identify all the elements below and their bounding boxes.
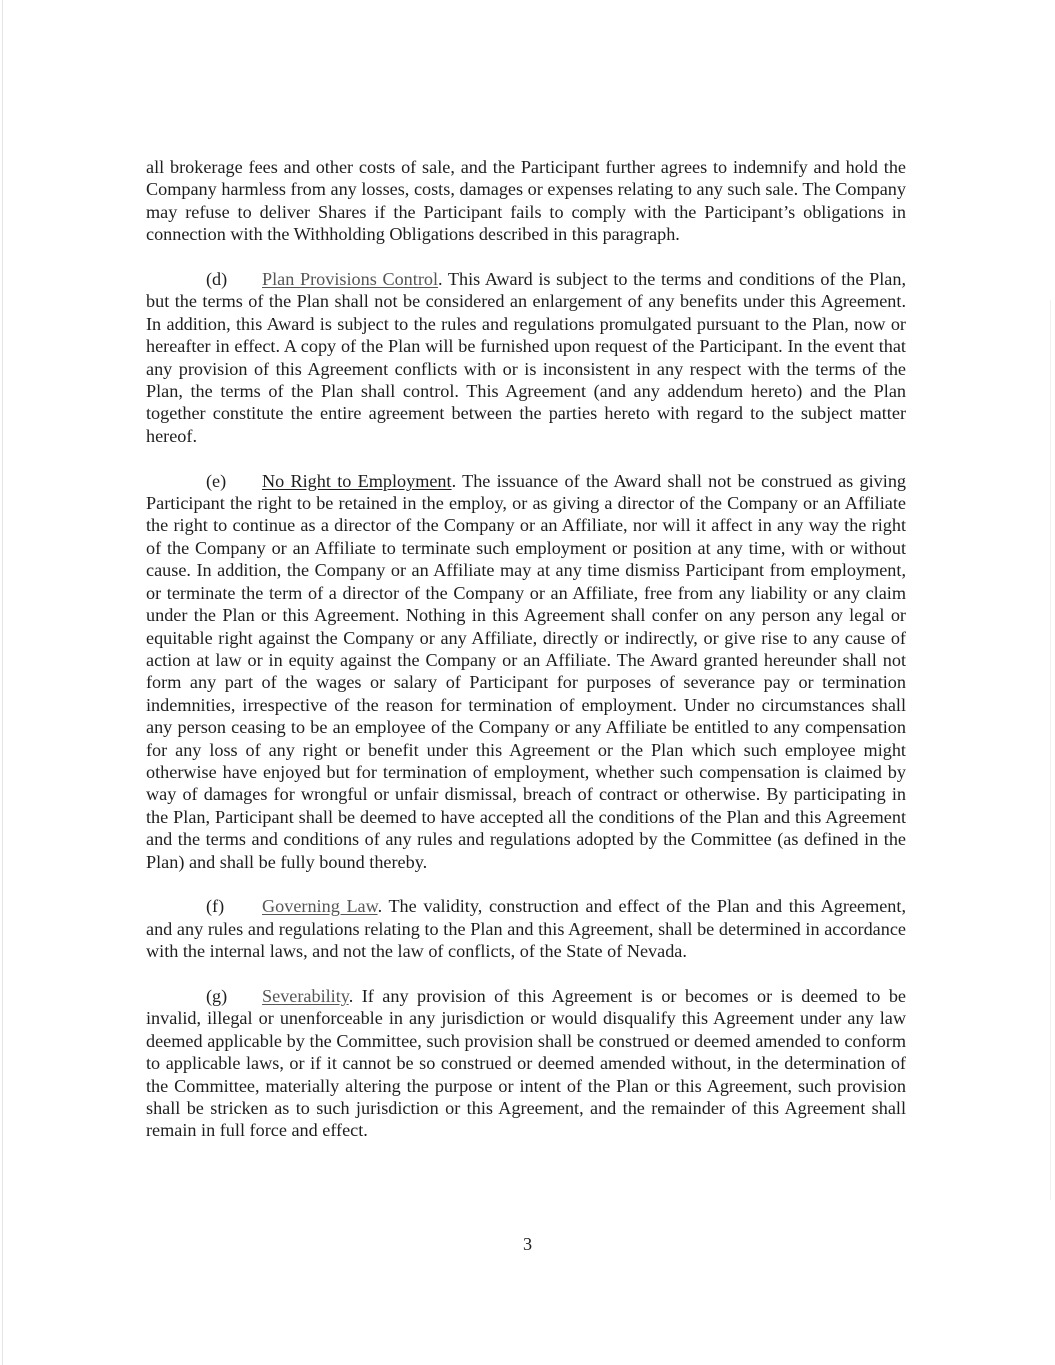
section-d-body: This Award is subject to the terms and conditions of the Plan, but the terms of the Plan shall not be considered an enlargement of any benefits under this Agreement. In addition, this Award is subject to the rules and regulations promulgated pursuant to the Plan, now or hereafter in effect. A copy of the Plan will be furnished upon request of the Participant. In the event that any provision of this Agreement conflicts with or is inconsistent in any respect with the terms of the Plan, the terms of the Plan shall control. This Agreement (and any addendum hereto) and the Plan together constitute the entire agreement between the parties hereto with regard to the subject matter hereof.	[146, 269, 906, 446]
section-d-letter: (d)	[206, 269, 228, 290]
section-e: (e) No Right to Employment. The issuance of the Award shall not be construed as giving Participant the right to be retained in the employ, or as giving a director of the Company or an Affiliate the right to continue as a director of the Company or an Affiliate, nor will it affect in any way the right of the Company or an Affiliate to terminate such employment or position at any time, with or without cause. In addition, the Company or an Affiliate may at any time dismiss Participant from employment, or terminate the term of a director of the Company or an Affiliate, free from any liability or any claim under the Plan or this Agreement. Nothing in this Agreement shall confer on any person any legal or equitable right against the Company or any Affiliate, directly or indirectly, or give rise to any cause of action at law or in equity against the Company or an Affiliate. The Award granted hereunder shall not form any part of the wages or salary of Participant for purposes of severance pay or termination indemnities, irrespective of the reason for termination of employment. Under no circumstances shall any person ceasing to be an employee of the Company or any Affiliate be entitled to any compensation for any loss of any right or benefit under this Agreement or the Plan which such employee might otherwise have enjoyed but for termination of employment, whether such compensation is claimed by way of damages for wrongful or unfair dismissal, breach of contract or otherwise. By participating in the Plan, Participant shall be deemed to have accepted all the conditions of the Plan and this Agreement and the terms and conditions of any rules and regulations adopted by the Committee (as defined in the Plan) and shall be fully bound thereby.	[146, 470, 907, 872]
section-e-heading: No Right to Employment	[262, 470, 452, 491]
section-g: (g) Severability. If any provision of this Agreement is or becomes or is deemed to be invalid, illegal or unenforceable in any jurisdiction or would disqualify this Agreement under any law deemed applicable by the Committee, such provision shall be construed or deemed amended to conform to applicable laws, or if it cannot be so construed or deemed amended without, in the determination of the Committee, materially altering the purpose or intent of the Plan or this Agreement, such provision shall be stricken as to such jurisdiction or this Agreement, and the remainder of this Agreement shall remain in full force and effect.	[146, 985, 906, 1141]
section-g-heading: Severability	[262, 985, 349, 1006]
intro-paragraph: all brokerage fees and other costs of sale, and the Participant further agrees to indemnify and hold the Company harmless from any losses, costs, damages or expenses relating to any such sale. The Company may refuse to deliver Shares if the Participant fails to comply with the Participant’s obligations in connection with the Withholding Obligations described in this paragraph.	[146, 157, 906, 245]
section-f-body: The validity, construction and effect of the Plan and this Agreement, and any rules and regulations relating to the Plan and this Agreement, shall be determined in accordance with the internal laws, and not the law of conflicts, of the State of Nevada.	[146, 896, 906, 962]
section-e-body: The issuance of the Award shall not be construed as giving Participant the right to be retained in the employ, or as giving a director of the Company or an Affiliate the right to continue as a director of the Company or an Affiliate, nor will it affect in any way the right of the Company or an Affiliate to terminate such employment or position at any time, with or without cause. In addition, the Company or an Affiliate may at any time dismiss Participant from employment, or terminate the term of a director of the Company or an Affiliate, free from any liability or any claim under the Plan or this Agreement. Nothing in this Agreement shall confer on any person any legal or equitable right against the Company or any Affiliate, directly or indirectly, or give rise to any cause of action at law or in equity against the Company or an Affiliate. The Award granted hereunder shall not form any part of the wages or salary of Participant for purposes of severance pay or termination indemnities, irrespective of the reason for termination of employment. Under no circumstances shall any person ceasing to be an employee of the Company or any Affiliate be entitled to any compensation for any loss of any right or benefit under this Agreement or the Plan which such employee might otherwise have enjoyed but for termination of employment, whether such compensation is claimed by way of damages for wrongful or unfair dismissal, breach of contract or otherwise. By participating in the Plan, Participant shall be deemed to have accepted all the conditions of the Plan and this Agreement and the terms and conditions of any rules and regulations adopted by the Committee (as defined in the Plan) and shall be fully bound thereby.	[146, 470, 907, 872]
section-d-heading: Plan Provisions Control	[262, 269, 439, 290]
section-d: (d) Plan Provisions Control. This Award is subject to the terms and conditions of the Plan, but the terms of the Plan shall not be considered an enlargement of any benefits under this Agreement. In addition, this Award is subject to the rules and regulations promulgated pursuant to the Plan, now or hereafter in effect. A copy of the Plan will be furnished upon request of the Participant. In the event that any provision of this Agreement conflicts with or is inconsistent in any respect with the terms of the Plan, the terms of the Plan shall control. This Agreement (and any addendum hereto) and the Plan together constitute the entire agreement between the parties hereto with regard to the subject matter hereof.	[146, 269, 906, 446]
document-body	[146, 156, 906, 1164]
page-number: 3	[522, 1234, 533, 1254]
section-f-heading: Governing Law	[262, 896, 378, 917]
section-f: (f) Governing Law. The validity, construction and effect of the Plan and this Agreement, and any rules and regulations relating to the Plan and this Agreement, shall be determined in accordance with the internal laws, and not the law of conflicts, of the State of Nevada.	[146, 896, 906, 962]
section-e-letter: (e)	[206, 470, 227, 491]
section-g-body: If any provision of this Agreement is or becomes or is deemed to be invalid, illegal or unenforceable in any jurisdiction or would disqualify this Agreement under any law deemed applicable by the Committee, such provision shall be construed or deemed amended to conform to applicable laws, or if it cannot be so construed or deemed amended without, in the determination of the Committee, materially altering the purpose or intent of the Plan or this Agreement, such provision shall be stricken as to such jurisdiction or this Agreement, and the remainder of this Agreement shall remain in full force and effect.	[146, 985, 906, 1141]
page-edge-left	[2, 0, 3, 1365]
page-edge-right	[1050, 300, 1051, 1200]
section-f-letter: (f)	[206, 896, 225, 917]
section-g-letter: (g)	[206, 985, 228, 1006]
